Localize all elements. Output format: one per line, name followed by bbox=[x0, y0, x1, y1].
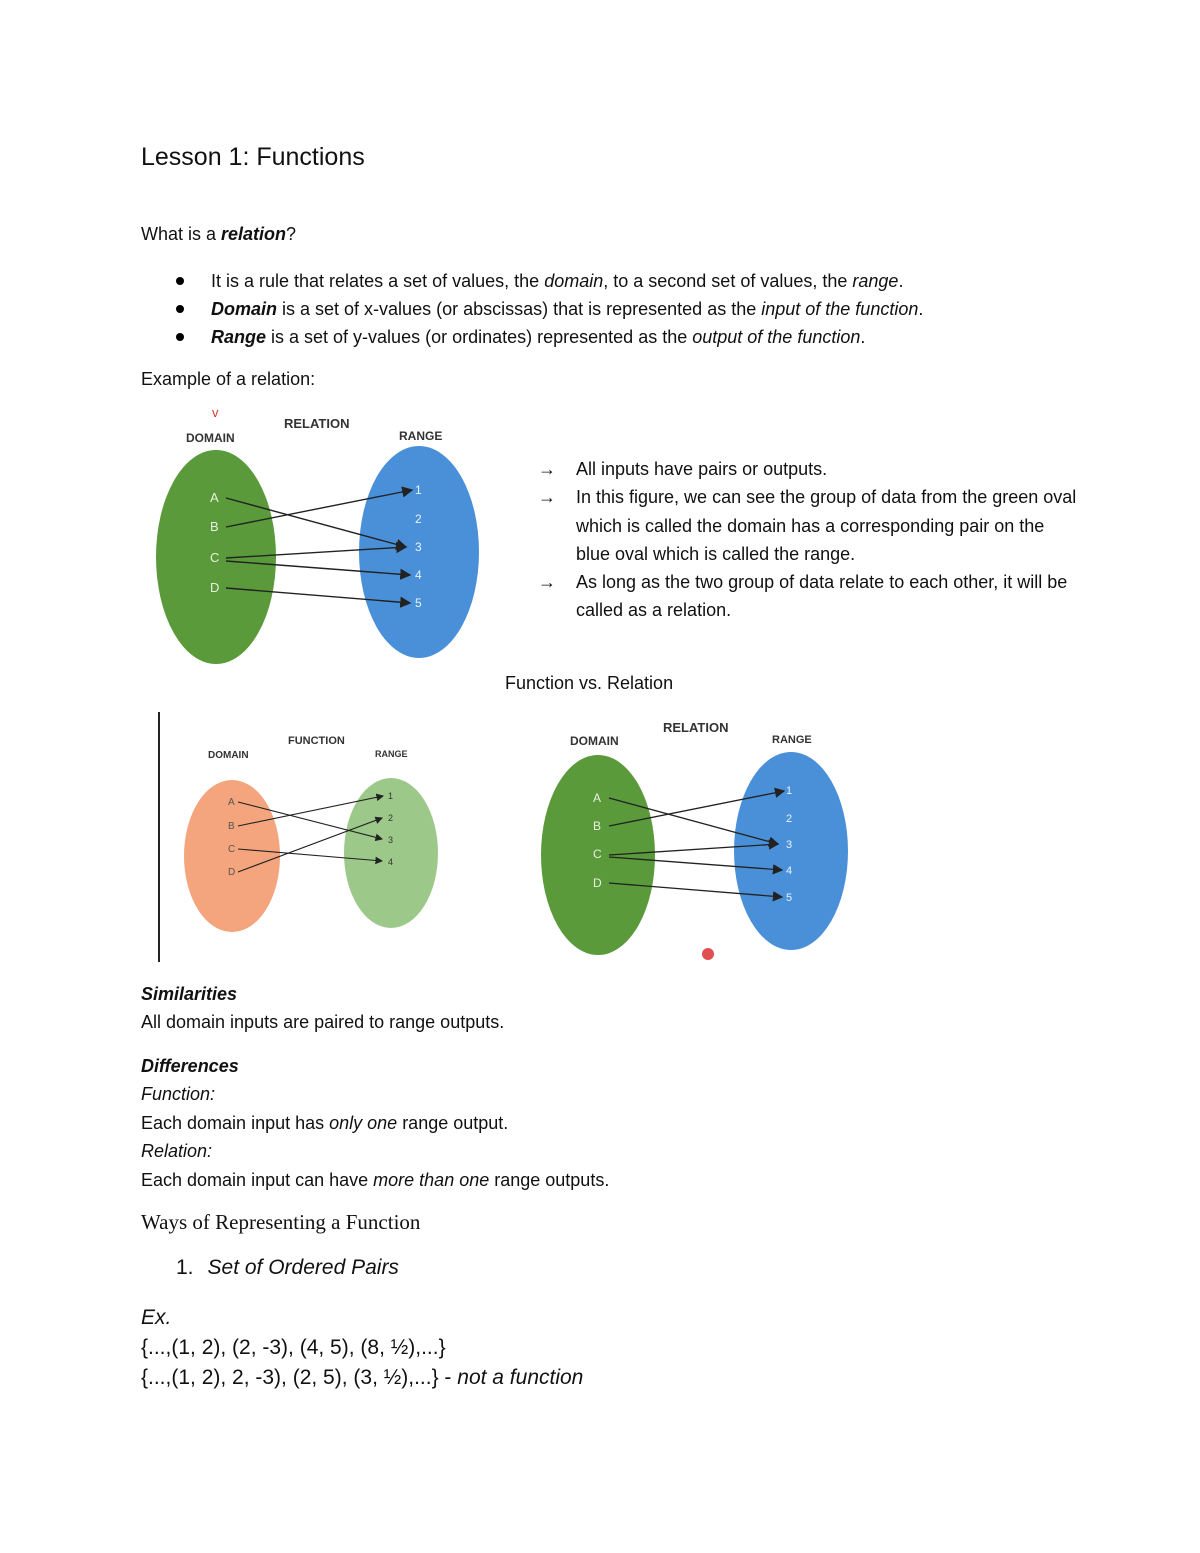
record-dot-icon bbox=[702, 948, 714, 960]
diagram-title: RELATION bbox=[663, 720, 729, 735]
bullet-text: . bbox=[918, 299, 924, 319]
domain-item: C bbox=[228, 844, 236, 855]
note-item bbox=[538, 568, 1078, 625]
relation-diagram-comparison bbox=[530, 712, 870, 972]
example-short: Ex. bbox=[141, 1306, 172, 1329]
bullet-text: is a set of x-values (or abscissas) that is represented as the bbox=[277, 299, 762, 319]
ways-item bbox=[176, 1256, 399, 1280]
relation-diagram bbox=[140, 400, 500, 675]
function-label: Function: bbox=[141, 1084, 216, 1104]
range-item: 1 bbox=[388, 791, 394, 801]
note-item bbox=[538, 483, 1078, 568]
range-item: 2 bbox=[415, 512, 422, 526]
relation-text bbox=[141, 1170, 609, 1191]
diagram-title: FUNCTION bbox=[288, 735, 345, 747]
bullet-text: It is a rule that relates a set of values, the bbox=[211, 271, 545, 291]
domain-label: DOMAIN bbox=[570, 734, 619, 748]
differences-heading: Differences bbox=[141, 1056, 239, 1076]
bullet-term: Range bbox=[211, 327, 267, 347]
relation-label: Relation: bbox=[141, 1141, 213, 1161]
note-item bbox=[538, 455, 1078, 483]
question-suffix: ? bbox=[286, 224, 297, 244]
domain-item: D bbox=[593, 876, 602, 890]
text-segment: range outputs. bbox=[489, 1170, 610, 1190]
range-oval bbox=[734, 752, 848, 950]
domain-label: DOMAIN bbox=[208, 750, 249, 761]
item-number: 1. bbox=[176, 1256, 194, 1279]
bullet-dot-icon bbox=[176, 305, 184, 313]
relation-notes bbox=[538, 455, 1078, 625]
vertical-divider bbox=[158, 712, 160, 962]
range-label: RANGE bbox=[399, 429, 443, 443]
page-title: Lesson 1: Functions bbox=[141, 143, 365, 171]
range-item: 2 bbox=[786, 813, 793, 825]
domain-item: D bbox=[228, 867, 236, 878]
domain-item: C bbox=[593, 847, 602, 861]
question-prefix: What is a bbox=[141, 224, 222, 244]
note-text: All inputs have pairs or outputs. bbox=[576, 459, 828, 479]
question-term: relation bbox=[221, 224, 287, 244]
bullet-text: . bbox=[898, 271, 904, 291]
note-text: In this figure, we can see the group of data from the green oval which is called the domain has a corresponding pair on the blue oval which is called the range. bbox=[576, 487, 1077, 564]
bullet-text: is a set of y-values (or ordinates) represented as the bbox=[266, 327, 693, 347]
text-segment: Each domain input has bbox=[141, 1113, 330, 1133]
item-label: Set of Ordered Pairs bbox=[207, 1256, 399, 1279]
bullet-em: input of the function bbox=[761, 299, 919, 319]
text-em: only one bbox=[329, 1113, 398, 1133]
domain-item: A bbox=[593, 791, 602, 805]
range-item: 5 bbox=[786, 892, 793, 904]
small-check-icon: v bbox=[212, 405, 219, 420]
range-item: 1 bbox=[415, 483, 422, 497]
range-item: 4 bbox=[786, 865, 793, 877]
range-label: RANGE bbox=[772, 734, 812, 746]
domain-item: A bbox=[228, 797, 235, 808]
domain-item: B bbox=[228, 821, 235, 832]
range-item: 3 bbox=[786, 839, 793, 851]
range-item: 4 bbox=[388, 857, 394, 867]
pairs-line-1: {...,(1, 2), (2, -3), (4, 5), (8, ½),...} bbox=[141, 1336, 446, 1359]
pairs-line-2 bbox=[141, 1366, 583, 1390]
example-label: Example of a relation: bbox=[141, 369, 316, 389]
question-line bbox=[141, 224, 296, 245]
diagram-title: RELATION bbox=[284, 416, 350, 431]
comparison-caption: Function vs. Relation bbox=[505, 673, 674, 693]
bullet-term: Domain bbox=[211, 299, 278, 319]
bullet-text: . bbox=[860, 327, 866, 347]
range-item: 3 bbox=[388, 835, 394, 845]
bullet-em: domain bbox=[544, 271, 604, 291]
definition-list bbox=[172, 267, 923, 351]
domain-label: DOMAIN bbox=[186, 431, 235, 445]
range-item: 1 bbox=[786, 785, 793, 797]
function-text bbox=[141, 1113, 508, 1134]
range-item: 3 bbox=[415, 540, 422, 554]
pairs-text: {...,(1, 2), 2, -3), (2, 5), (3, ½),...} - bbox=[141, 1366, 458, 1389]
bullet-em: output of the function bbox=[692, 327, 861, 347]
function-diagram bbox=[170, 720, 460, 940]
bullet-text: , to a second set of values, the bbox=[603, 271, 853, 291]
bullet-range bbox=[172, 323, 923, 351]
bullet-dot-icon bbox=[176, 333, 184, 341]
bullet-dot-icon bbox=[176, 277, 184, 285]
domain-item: A bbox=[210, 490, 219, 505]
pairs-em: not a function bbox=[457, 1366, 584, 1389]
domain-item: B bbox=[593, 819, 602, 833]
bullet-em: range bbox=[852, 271, 899, 291]
range-item: 2 bbox=[388, 813, 394, 823]
right-arrow-icon: → bbox=[538, 487, 556, 508]
domain-item: B bbox=[210, 519, 219, 534]
note-text: As long as the two group of data relate to each other, it will be called as a relation. bbox=[576, 572, 1068, 621]
range-item: 5 bbox=[415, 596, 422, 610]
bullet-relation bbox=[172, 267, 923, 295]
ways-heading: Ways of Representing a Function bbox=[141, 1210, 421, 1234]
similarities-text: All domain inputs are paired to range outputs. bbox=[141, 1012, 505, 1032]
text-segment: range output. bbox=[397, 1113, 509, 1133]
domain-item: D bbox=[210, 580, 220, 595]
similarities-heading: Similarities bbox=[141, 984, 238, 1004]
bullet-domain bbox=[172, 295, 923, 323]
range-label: RANGE bbox=[375, 749, 408, 759]
right-arrow-icon: → bbox=[538, 459, 556, 479]
text-segment: Each domain input can have bbox=[141, 1170, 374, 1190]
right-arrow-icon: → bbox=[538, 572, 556, 593]
range-item: 4 bbox=[415, 568, 422, 582]
text-em: more than one bbox=[373, 1170, 490, 1190]
domain-item: C bbox=[210, 550, 220, 565]
